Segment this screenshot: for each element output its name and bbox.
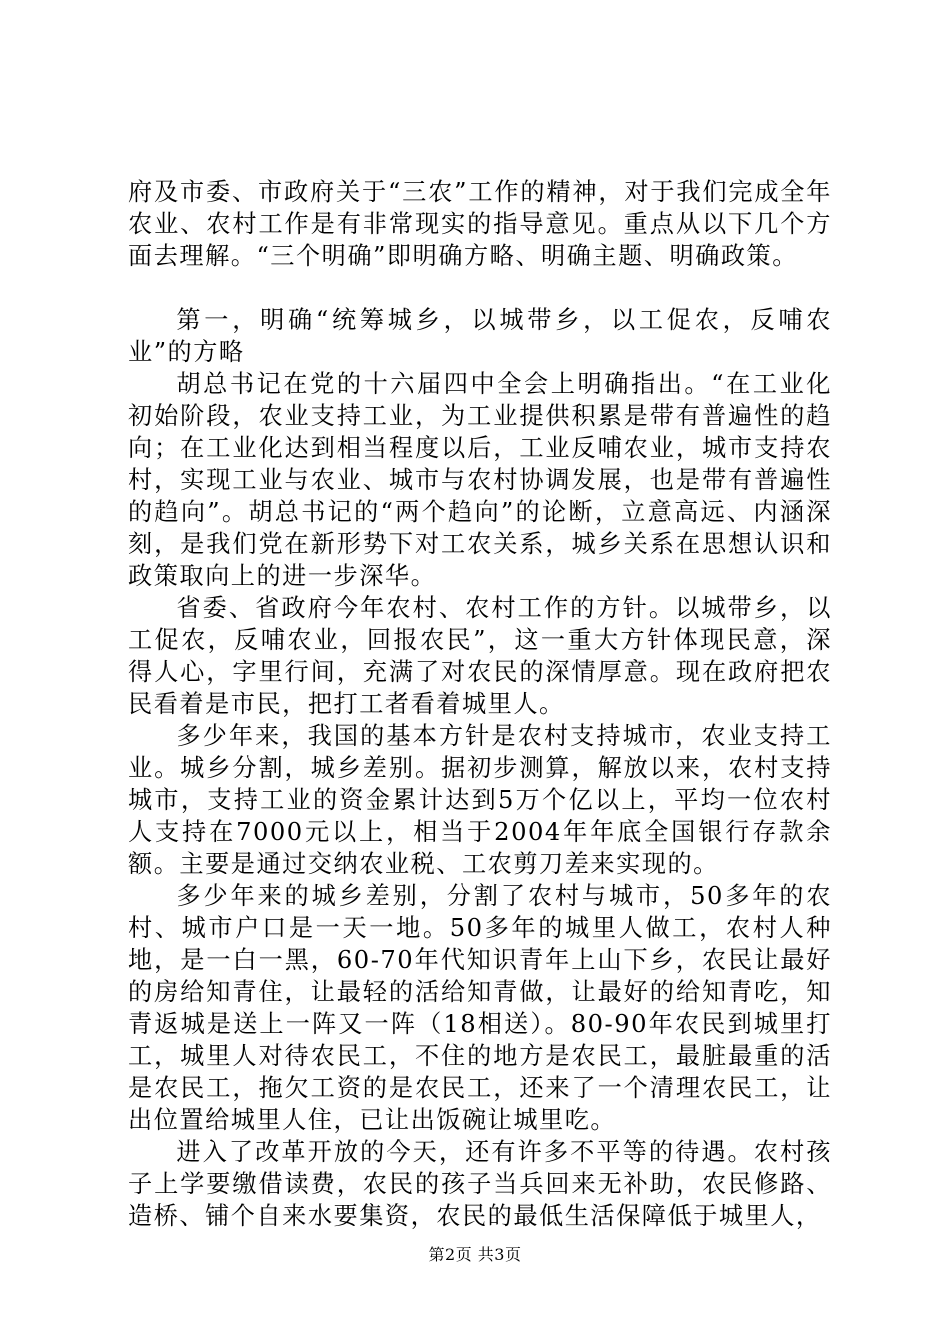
intro-section bbox=[128, 176, 832, 272]
body-paragraph: 胡总书记在党的十六届四中全会上明确指出。“在工业化初始阶段，农业支持工业，为工业提供积累是带有普遍性的趋向；在工业化达到相当程度以后，工业反哺农业，城市支持农村，实现工业与农业、城市与农村协调发展，也是带有普遍性的趋向”。胡总书记的“两个趋向”的论断，立意高远、内涵深刻，是我们党在新形势下对工农关系，城乡关系在思想认识和政策取向上的进一步深华。 bbox=[128, 370, 832, 590]
page-footer bbox=[0, 1245, 950, 1265]
body-section bbox=[128, 304, 832, 1232]
page-number: 第2页 共3页 bbox=[428, 1245, 522, 1264]
body-paragraph: 多少年来，我国的基本方针是农村支持城市，农业支持工业。城乡分割，城乡差别。据初步测算，解放以来，农村支持城市，支持工业的资金累计达到5万个亿以上，平均一位农村人支持在7000元以上，相当于2004年年底全国银行存款余额。主要是通过交纳农业税、工农剪刀差来实现的。 bbox=[128, 722, 832, 878]
body-paragraph: 进入了改革开放的今天，还有许多不平等的待遇。农村孩子上学要缴借读费，农民的孩子当兵回来无补助，农民修路、造桥、铺个自来水要集资，农民的最低生活保障低于城里人， bbox=[128, 1138, 832, 1230]
intro-paragraph: 府及市委、市政府关于“三农”工作的精神，对于我们完成全年农业、农村工作是有非常现实的指导意见。重点从以下几个方面去理解。“三个明确”即明确方略、明确主题、明确政策。 bbox=[128, 178, 832, 270]
body-paragraph: 省委、省政府今年农村、农村工作的方针。以城带乡，以工促农，反哺农业，回报农民”，这一重大方针体现民意，深得人心，字里行间，充满了对农民的深情厚意。现在政府把农民看着是市民，把打工者看着城里人。 bbox=[128, 594, 832, 718]
body-paragraph: 多少年来的城乡差别，分割了农村与城市，50多年的农村、城市户口是一天一地。50多年的城里人做工，农村人种地，是一白一黑，60-70年代知识青年上山下乡，农民让最好的房给知青住，让最轻的活给知青做，让最好的给知青吃，知青返城是送上一阵又一阵（18相送）。80-90年农民到城里打工，城里人对待农民工，不住的地方是农民工，最脏最重的活是农民工，拖欠工资的是农民工，还来了一个清理农民工，让出位置给城里人住，已让出饭碗让城里吃。 bbox=[128, 882, 832, 1134]
section-heading: 第一，明确“统筹城乡，以城带乡，以工促农，反哺农业”的方略 bbox=[128, 306, 832, 366]
